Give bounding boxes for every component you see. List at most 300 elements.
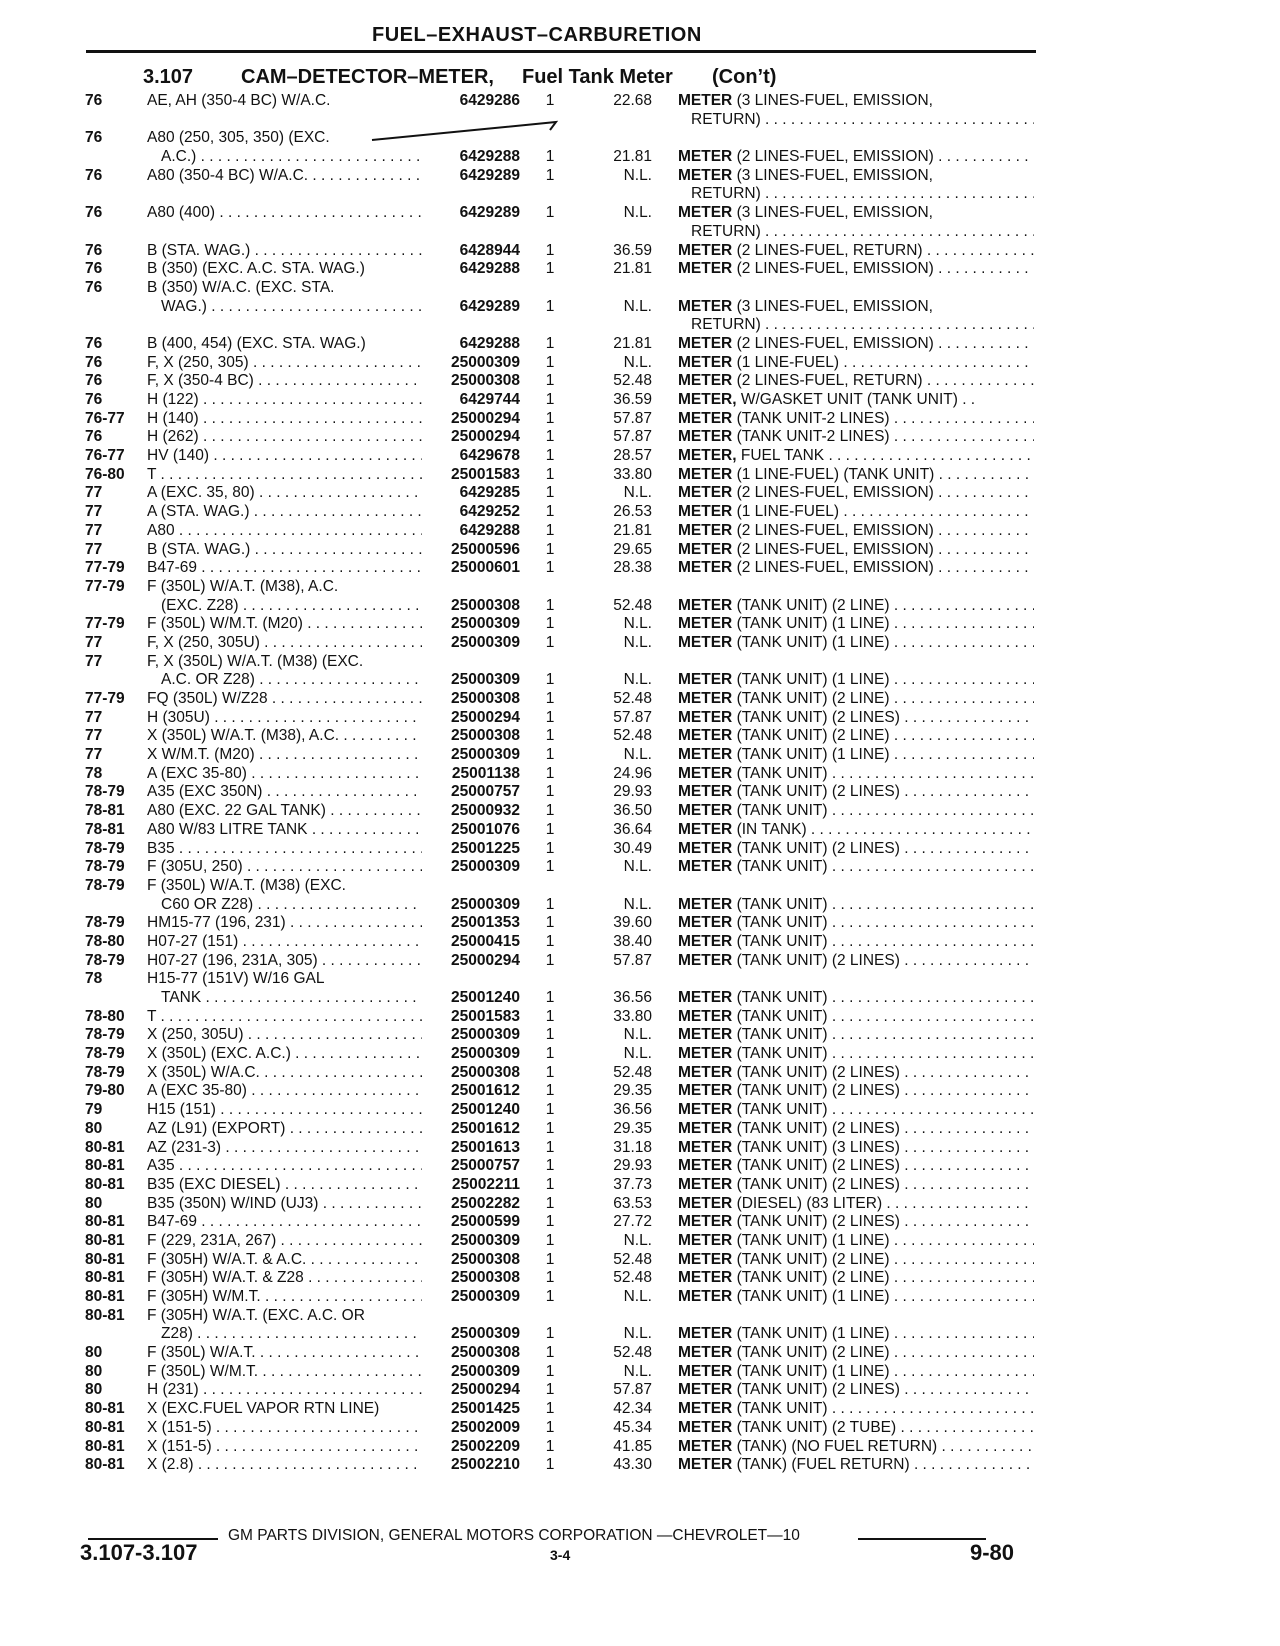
quantity: 1 [545, 633, 555, 651]
model-description: F (305H) W/A.T. (EXC. A.C. OR [147, 1306, 365, 1324]
quantity: 1 [545, 1437, 555, 1455]
quantity: 1 [545, 596, 555, 614]
part-name-keyword: METER [678, 858, 733, 876]
part-number: 25000309 [451, 1026, 520, 1044]
part-name [678, 1045, 1034, 1064]
part-name-detail: (TANK UNIT) (1 LINE) [736, 671, 890, 689]
footer-date: 9-80 [970, 1540, 1015, 1565]
part-name-keyword: METER [678, 615, 733, 633]
part-name-keyword: METER [678, 783, 733, 801]
model-description: B47-69 . . . [147, 559, 422, 578]
price: 43.30 [613, 1456, 652, 1474]
model-description: AZ (L91) (EXPORT) . . . [147, 1120, 422, 1139]
part-name [678, 783, 1034, 802]
part-number: 6429288 [459, 334, 520, 352]
model-years: 77 [85, 484, 103, 502]
model-description: X (151-5) . . . [147, 1438, 422, 1457]
quantity: 1 [545, 484, 555, 502]
part-name [678, 1139, 1034, 1158]
model-description: B (350) W/A.C. (EXC. STA. [147, 278, 335, 296]
part-name-detail: (TANK UNIT) [736, 1400, 828, 1418]
part-name-keyword: METER [678, 633, 733, 651]
part-name [678, 1026, 1034, 1045]
price: 57.87 [613, 409, 652, 427]
price: N.L. [623, 615, 652, 633]
table-row [0, 185, 1280, 204]
model-years: 80 [85, 1344, 103, 1362]
quantity: 1 [545, 690, 555, 707]
price: 52.48 [613, 372, 652, 390]
part-name-keyword: METER [678, 297, 733, 315]
part-name-keyword: METER [678, 1381, 733, 1399]
part-number: 25000308 [451, 1344, 520, 1362]
part-number: 25000596 [451, 540, 520, 558]
part-number: 25000308 [451, 690, 520, 707]
table-row [0, 447, 1280, 466]
model-description: HM15-77 (196, 231) . . . [147, 914, 422, 933]
part-name [678, 466, 1034, 485]
part-number: 6429289 [459, 166, 520, 184]
model-description: X W/M.T. (M20) . . . [147, 746, 422, 765]
table-row [0, 204, 1280, 223]
model-years: 78-79 [85, 783, 125, 801]
table-row [0, 428, 1280, 447]
model-years: 80-81 [85, 1456, 125, 1474]
price: 28.38 [613, 559, 652, 577]
price: 29.35 [613, 1119, 652, 1137]
model-description: F (350L) W/A.T. (M38) (EXC. [147, 876, 346, 894]
part-name [678, 428, 1034, 447]
part-name-detail: (TANK UNIT) (1 LINE) [736, 633, 890, 651]
part-number: 6429285 [459, 484, 520, 502]
footer-rule-right [858, 1538, 986, 1540]
part-name-detail: (3 LINES-FUEL, EMISSION, [736, 204, 933, 222]
part-name-keyword: METER [678, 951, 733, 969]
part-number: 6429252 [459, 503, 520, 521]
part-name-detail: (TANK UNIT) [736, 858, 828, 876]
table-row [0, 690, 1280, 709]
model-description: A (EXC 35-80) . . . [147, 765, 422, 784]
model-years: 80-81 [85, 1175, 125, 1193]
part-name-keyword: METER [678, 1063, 733, 1081]
part-name-detail: (2 LINES-FUEL, EMISSION) [736, 521, 934, 539]
model-description: A.C. OR Z28) . . . [161, 671, 422, 690]
table-row [0, 1400, 1280, 1419]
quantity: 1 [545, 1381, 555, 1399]
model-years: 80-81 [85, 1418, 125, 1436]
table-row [0, 1082, 1280, 1101]
quantity: 1 [545, 1456, 555, 1474]
part-name [678, 1400, 1034, 1419]
part-number: 25000294 [451, 409, 520, 427]
price: 52.48 [613, 1063, 652, 1081]
price: 36.50 [613, 802, 652, 820]
model-description: B (350) (EXC. A.C. STA. WAG.) [147, 260, 365, 278]
part-name [678, 148, 1034, 167]
model-years: 78-79 [85, 839, 125, 857]
model-description: F (305H) W/A.T. & Z28 . . . [147, 1269, 422, 1288]
part-name [678, 821, 1034, 840]
part-name-detail: (TANK) (NO FUEL RETURN) [736, 1437, 938, 1455]
part-name-keyword: METER [678, 1456, 733, 1474]
table-row [0, 167, 1280, 186]
quantity: 1 [545, 1157, 555, 1175]
part-number: 25001138 [451, 764, 520, 782]
model-years: 79 [85, 1101, 103, 1119]
price: 52.48 [613, 727, 652, 745]
quantity: 1 [545, 783, 555, 801]
model-description: A80 (400) . . . [147, 204, 422, 223]
part-name-detail: (1 LINE-FUEL) [736, 503, 840, 521]
model-years: 76 [85, 92, 103, 109]
part-name [678, 522, 1034, 541]
model-years: 77-79 [85, 615, 125, 633]
model-years: 78-79 [85, 1026, 125, 1044]
table-row [0, 372, 1280, 391]
price: N.L. [623, 166, 652, 184]
price: 57.87 [613, 428, 652, 446]
part-name-keyword: METER [678, 820, 733, 838]
price: 39.60 [613, 914, 652, 932]
table-row [0, 914, 1280, 933]
part-name-detail: (TANK UNIT) [736, 914, 828, 932]
quantity: 1 [545, 334, 555, 352]
part-number: 25000308 [451, 1269, 520, 1287]
part-name-detail: (3 LINES-FUEL, EMISSION, [736, 92, 933, 109]
model-description: TANK . . . [161, 989, 422, 1008]
quantity: 1 [545, 708, 555, 726]
quantity: 1 [545, 1175, 555, 1193]
quantity: 1 [545, 465, 555, 483]
part-name-detail: (2 LINES-FUEL, RETURN) [736, 241, 923, 259]
part-name [678, 727, 1034, 746]
part-name-detail: (TANK UNIT) (2 LINES) [736, 1157, 900, 1175]
table-row [0, 783, 1280, 802]
part-name-keyword: METER [678, 372, 733, 390]
model-description: B35 (EXC DIESEL) . . . [147, 1176, 422, 1195]
table-row [0, 746, 1280, 765]
part-name [678, 1157, 1034, 1176]
model-years: 77-79 [85, 559, 125, 577]
part-name [678, 1232, 1034, 1251]
quantity: 1 [545, 1269, 555, 1287]
part-number: 25002282 [451, 1194, 520, 1212]
quantity: 1 [545, 1101, 555, 1119]
price: 33.80 [613, 465, 652, 483]
table-row [0, 952, 1280, 971]
model-years: 76 [85, 278, 103, 296]
part-number: 25000757 [451, 1157, 520, 1175]
part-name-keyword: METER [678, 540, 733, 558]
table-row [0, 92, 1280, 111]
quantity: 1 [545, 895, 555, 913]
part-name-keyword: METER [678, 1325, 733, 1343]
part-number: 6429744 [459, 391, 520, 408]
model-description: F, X (250, 305) . . . [147, 354, 422, 373]
model-years: 76 [85, 334, 103, 352]
part-name-detail: (TANK UNIT) (2 LINE) [736, 727, 890, 745]
table-row [0, 727, 1280, 746]
part-number: 25000309 [451, 746, 520, 764]
quantity: 1 [545, 858, 555, 876]
table-row [0, 1195, 1280, 1214]
price: 28.57 [613, 447, 652, 465]
table-row [0, 615, 1280, 634]
table-row [0, 802, 1280, 821]
model-description: X (250, 305U) . . . [147, 1026, 422, 1045]
quantity: 1 [545, 1418, 555, 1436]
part-name-detail: (2 LINES-FUEL, EMISSION) [736, 148, 934, 166]
model-years: 77 [85, 540, 103, 558]
model-description: H (231) . . . [147, 1381, 422, 1400]
part-name-detail: (TANK UNIT) (2 LINE) [736, 1269, 890, 1287]
table-row [0, 877, 1280, 896]
table-row [0, 1363, 1280, 1382]
quantity: 1 [545, 372, 555, 390]
part-name [678, 914, 1034, 933]
price: 33.80 [613, 1007, 652, 1025]
table-row [0, 1008, 1280, 1027]
model-description: B (STA. WAG.) . . . [147, 541, 422, 560]
table-row [0, 559, 1280, 578]
part-name [678, 1419, 1034, 1438]
part-name [678, 1213, 1034, 1232]
quantity: 1 [545, 353, 555, 371]
price: 52.48 [613, 1344, 652, 1362]
price: 45.34 [613, 1418, 652, 1436]
price: 27.72 [613, 1213, 652, 1231]
model-years: 76 [85, 260, 103, 278]
price: N.L. [623, 1325, 652, 1343]
part-name-keyword: METER [678, 1157, 733, 1175]
part-name-detail: (TANK UNIT) (2 LINE) [736, 1250, 890, 1268]
part-name-keyword: METER [678, 1250, 733, 1268]
table-row [0, 1251, 1280, 1270]
part-number: 25000309 [451, 1231, 520, 1249]
quantity: 1 [545, 1400, 555, 1418]
model-years: 77 [85, 633, 103, 651]
part-name [678, 260, 1034, 279]
table-row [0, 1307, 1280, 1326]
part-number: 25000309 [451, 1362, 520, 1380]
footer-page-number: 3-4 [550, 1547, 571, 1563]
part-name-detail: (TANK UNIT) (2 LINES) [736, 839, 900, 857]
part-name-detail: (1 LINE-FUEL) [736, 353, 840, 371]
part-name-keyword: METER [678, 1437, 733, 1455]
model-description: A35 (EXC 350N) . . . [147, 783, 422, 802]
table-row [0, 1139, 1280, 1158]
part-number: 25000308 [451, 1063, 520, 1081]
table-row [0, 484, 1280, 503]
quantity: 1 [545, 166, 555, 184]
part-number: 25001240 [451, 1101, 520, 1119]
table-row [0, 896, 1280, 915]
part-name-detail: (TANK UNIT) (2 LINES) [736, 783, 900, 801]
model-years: 76-80 [85, 465, 125, 483]
model-years: 80-81 [85, 1400, 125, 1418]
part-number: 25000309 [451, 1325, 520, 1343]
quantity: 1 [545, 1026, 555, 1044]
table-row [0, 840, 1280, 859]
model-years: 80-81 [85, 1288, 125, 1305]
model-years: 78-79 [85, 951, 125, 969]
price: N.L. [623, 353, 652, 371]
table-row [0, 1288, 1280, 1307]
part-name-keyword: METER [678, 802, 733, 820]
part-name [678, 896, 1034, 915]
model-description: H (122) . . . [147, 391, 422, 410]
price: 29.93 [613, 1157, 652, 1175]
part-number: 25001613 [451, 1138, 520, 1156]
price: 41.85 [613, 1437, 652, 1455]
part-name [678, 933, 1034, 952]
part-name-detail: (TANK UNIT) [736, 1026, 828, 1044]
model-description: HV (140) . . . [147, 447, 422, 466]
part-number: 25000308 [451, 727, 520, 745]
model-years: 80-81 [85, 1437, 125, 1455]
part-name [678, 1101, 1034, 1120]
part-name-detail: (3 LINES-FUEL, EMISSION, [736, 297, 933, 315]
model-years: 77 [85, 746, 103, 764]
part-name-continued: RETURN) . . . [691, 223, 1034, 242]
table-row [0, 1157, 1280, 1176]
model-description: F (305H) W/A.T. & A.C. . . . [147, 1251, 422, 1270]
table-row [0, 354, 1280, 373]
part-name-detail: (TANK UNIT) [736, 895, 828, 913]
model-years: 78-79 [85, 914, 125, 932]
part-number: 25000309 [451, 895, 520, 913]
part-name [678, 1082, 1034, 1101]
quantity: 1 [545, 92, 555, 109]
part-name-keyword: METER [678, 1194, 733, 1212]
part-name-keyword: METER [678, 727, 733, 745]
model-years: 76 [85, 428, 103, 446]
part-name-detail: (TANK UNIT-2 LINES) [736, 409, 890, 427]
part-name-detail: (TANK UNIT) (1 LINE) [736, 1325, 890, 1343]
part-name-keyword: METER [678, 353, 733, 371]
model-description: X (350L) W/A.C. . . . [147, 1064, 422, 1083]
part-name [678, 1344, 1034, 1363]
table-row [0, 298, 1280, 317]
model-description: C60 OR Z28) . . . [161, 896, 422, 915]
part-name [678, 597, 1034, 616]
part-name-keyword: METER [678, 1045, 733, 1063]
part-number: 25000308 [451, 372, 520, 390]
quantity: 1 [545, 521, 555, 539]
table-row [0, 148, 1280, 167]
part-name-keyword: METER [678, 1138, 733, 1156]
price: 21.81 [613, 334, 652, 352]
table-row [0, 1381, 1280, 1400]
model-years: 80-81 [85, 1213, 125, 1231]
model-years: 78 [85, 970, 103, 988]
part-name-keyword: METER [678, 1344, 733, 1362]
part-name [678, 541, 1034, 560]
model-description: Z28) . . . [161, 1325, 422, 1344]
part-number: 6429286 [459, 92, 520, 109]
quantity: 1 [545, 932, 555, 950]
part-number: 25002009 [451, 1418, 520, 1436]
part-name-detail: (2 LINES-FUEL, EMISSION) [736, 540, 934, 558]
price: N.L. [623, 1026, 652, 1044]
model-description: F (350L) W/A.T. . . . [147, 1344, 422, 1363]
part-name [678, 1288, 1034, 1307]
part-name-detail: (TANK UNIT) [736, 932, 828, 950]
price: N.L. [623, 204, 652, 222]
part-name-keyword: METER [678, 746, 733, 764]
part-name [678, 746, 1034, 765]
price: N.L. [623, 1362, 652, 1380]
table-row [0, 541, 1280, 560]
part-number: 25000601 [451, 559, 520, 577]
part-name [678, 167, 1034, 186]
table-row [0, 671, 1280, 690]
model-description: A80 W/83 LITRE TANK . . . [147, 821, 422, 840]
price: 42.34 [613, 1400, 652, 1418]
part-number: 6429289 [459, 204, 520, 222]
model-years: 78-80 [85, 1007, 125, 1025]
quantity: 1 [545, 204, 555, 222]
model-years: 77 [85, 503, 103, 521]
part-name-detail: (TANK UNIT) (1 LINE) [736, 1362, 890, 1380]
model-description: X (350L) W/A.T. (M38), A.C. . . . [147, 727, 422, 746]
part-name [678, 709, 1034, 728]
part-name [678, 1325, 1034, 1344]
model-years: 78-79 [85, 1045, 125, 1063]
quantity: 1 [545, 764, 555, 782]
part-name [678, 372, 1034, 391]
part-number: 25000309 [451, 1288, 520, 1305]
part-number: 25001583 [451, 465, 520, 483]
model-description: A.C.) . . . [161, 148, 422, 167]
part-name-continued: RETURN) . . . [691, 185, 1034, 204]
table-row [0, 1232, 1280, 1251]
part-name [678, 354, 1034, 373]
model-years: 77-79 [85, 690, 125, 707]
price: 57.87 [613, 708, 652, 726]
model-years: 77 [85, 652, 103, 670]
part-name-continued: RETURN) . . . [691, 111, 1034, 130]
part-name-keyword: METER [678, 1119, 733, 1137]
part-name-detail: (TANK UNIT) [736, 764, 828, 782]
model-description: WAG.) . . . [161, 298, 422, 317]
part-number: 25000294 [451, 951, 520, 969]
part-name [678, 1064, 1034, 1083]
section-title: CAM–DETECTOR–METER, [241, 66, 494, 88]
model-years: 76-77 [85, 409, 125, 427]
part-name [678, 410, 1034, 429]
part-name-keyword: METER [678, 1101, 733, 1119]
model-years: 77 [85, 521, 103, 539]
part-name-detail: (TANK UNIT) (2 LINES) [736, 1119, 900, 1137]
part-name [678, 484, 1034, 503]
price: 36.56 [613, 1101, 652, 1119]
table-row [0, 1438, 1280, 1457]
part-name-keyword: METER [678, 148, 733, 166]
page-header-title: FUEL–EXHAUST–CARBURETION [372, 24, 702, 46]
quantity: 1 [545, 1119, 555, 1137]
part-name-detail: (3 LINES-FUEL, EMISSION, [736, 166, 933, 184]
price: 29.93 [613, 783, 652, 801]
part-number: 25001583 [451, 1007, 520, 1025]
model-years: 76 [85, 391, 103, 408]
model-description: F (350L) W/M.T. . . . [147, 1363, 422, 1382]
model-description: (EXC. Z28) . . . [161, 597, 422, 616]
table-row [0, 260, 1280, 279]
table-row [0, 1101, 1280, 1120]
part-number: 25001612 [451, 1082, 520, 1100]
quantity: 1 [545, 1007, 555, 1025]
